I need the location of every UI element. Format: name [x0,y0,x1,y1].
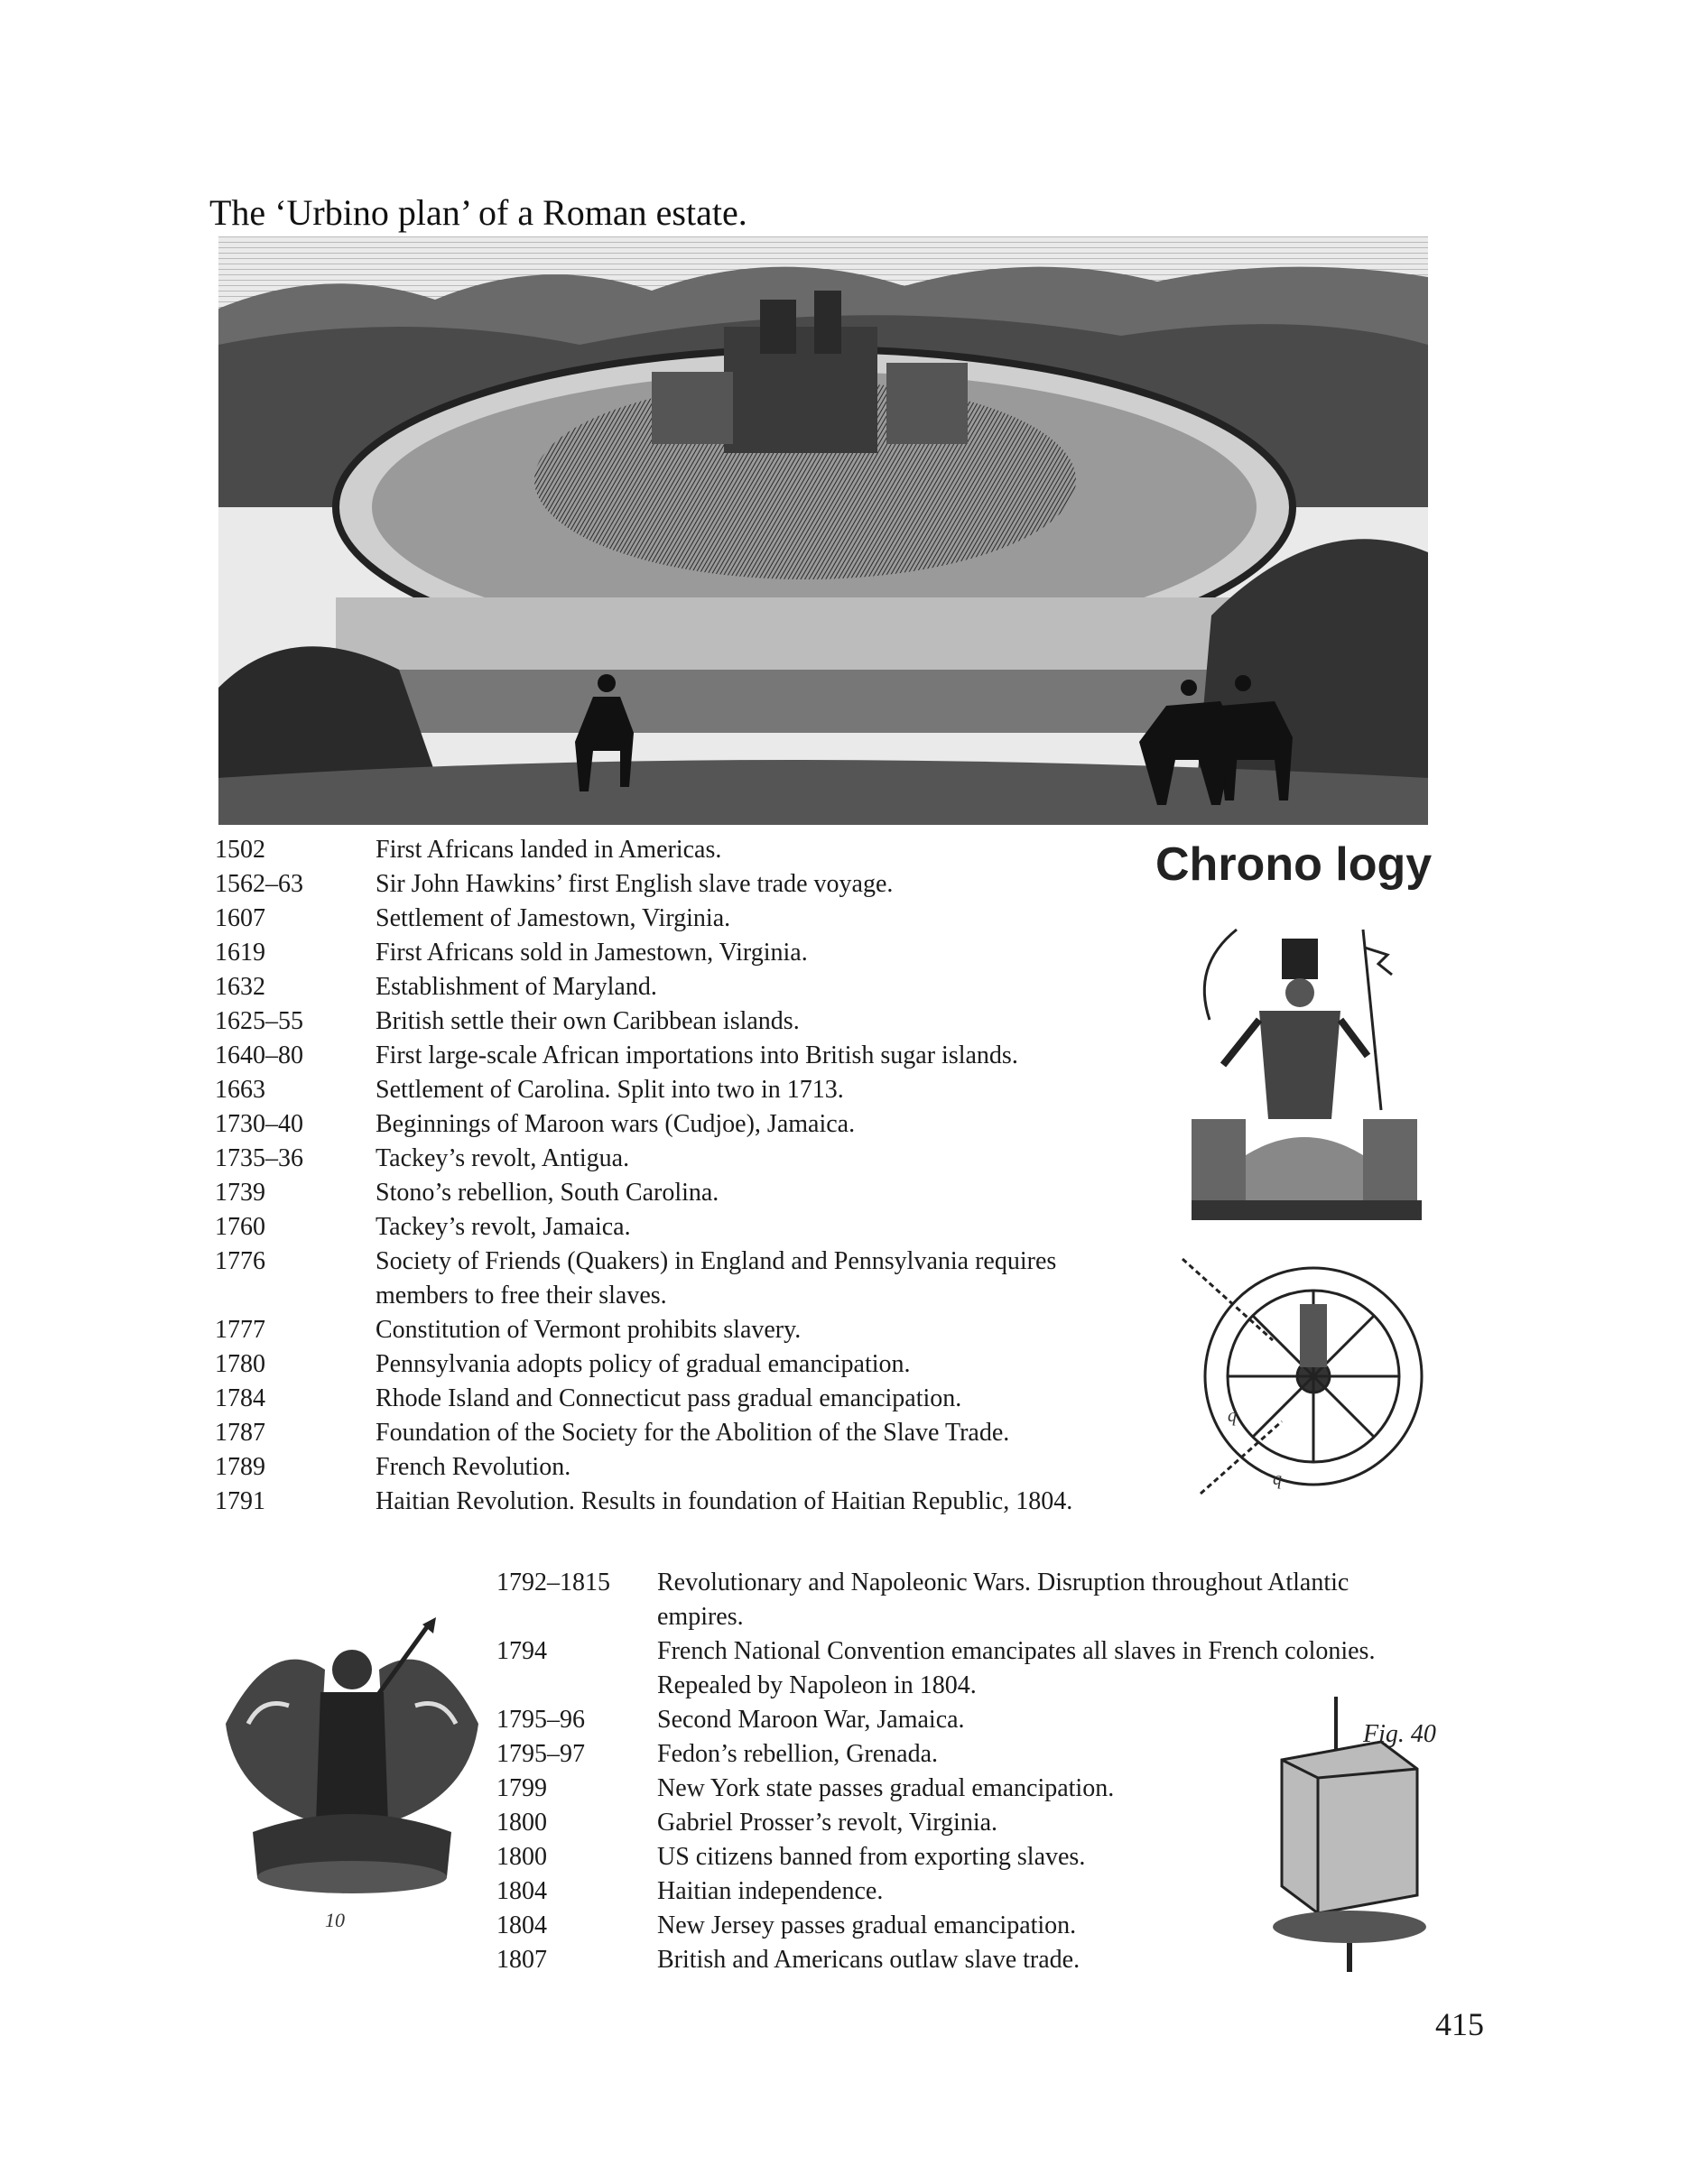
entry-event: Constitution of Vermont prohibits slavery. [376,1316,802,1344]
entry-year: 1777 [215,1316,265,1344]
entry-year: 1663 [215,1076,265,1104]
entry-event: French Revolution. [376,1453,571,1481]
entry-event: New Jersey passes gradual emancipation. [657,1911,1077,1939]
entry-event: US citizens banned from exporting slaves. [657,1843,1086,1871]
crest-number-label: 10 [325,1909,345,1931]
chronology-list-part-1 [215,833,1172,1519]
entry-year: 1784 [215,1384,265,1412]
entry-event: Rhode Island and Connecticut pass gradual emancipation. [376,1384,962,1412]
entry-event: Haitian Revolution. Results in foundation of Haitian Republic, 1804. [376,1487,1073,1515]
entry-event: Haitian independence. [657,1877,884,1905]
chronology-entry [215,833,1172,867]
entry-year: 1807 [496,1946,547,1974]
entry-year: 1800 [496,1843,547,1871]
chronology-entry [215,1107,1172,1142]
entry-year: 1794 [496,1637,547,1665]
entry-year: 1632 [215,973,265,1001]
entry-event: First Africans sold in Jamestown, Virginia. [376,939,808,967]
entry-event: New York state passes gradual emancipation. [657,1774,1115,1802]
chronology-entry [215,936,1172,970]
entry-year: 1787 [215,1419,265,1447]
entry-event: Settlement of Carolina. Split into two in 1713. [376,1076,844,1104]
entry-year: 1800 [496,1809,547,1837]
chronology-entry [215,1245,1172,1313]
fig-40-label: Fig. 40 [1363,1720,1436,1748]
chronology-entry [215,1142,1172,1176]
chronology-heading: Chrono logy [1155,838,1433,891]
entry-year: 1730–40 [215,1110,303,1138]
entry-event: Establishment of Maryland. [376,973,657,1001]
chronology-entry [215,970,1172,1004]
chronology-entry [215,1450,1172,1485]
entry-year: 1625–55 [215,1007,303,1035]
entry-event: Revolutionary and Napoleonic Wars. Disruption throughout Atlantic empires. [657,1569,1349,1631]
entry-event: French National Convention emancipates all slaves in French colonies. Repealed by Napoleon in 1804. [657,1637,1376,1699]
chronology-entry [215,902,1172,936]
entry-year: 1804 [496,1877,547,1905]
chronology-entry [215,1176,1172,1210]
entry-event: Society of Friends (Quakers) in England and Pennsylvania requires members to free their slaves. [376,1247,1057,1309]
entry-event: Sir John Hawkins’ first English slave trade voyage. [376,870,894,898]
chronology-entry [215,1347,1172,1382]
entry-event: First large-scale African importations into British sugar islands. [376,1041,1018,1069]
chronology-entry [215,1485,1172,1519]
entry-year: 1795–97 [496,1740,585,1768]
cube-apparatus-illustration [1246,1688,1462,1976]
entry-year: 1562–63 [215,870,303,898]
wheel-mark-label: q [1228,1406,1237,1426]
entry-year: 1640–80 [215,1041,303,1069]
entry-event: Beginnings of Maroon wars (Cudjoe), Jamaica. [376,1110,856,1138]
chronology-entry [215,1073,1172,1107]
entry-event: Foundation of the Society for the Abolition of the Slave Trade. [376,1419,1010,1447]
entry-year: 1780 [215,1350,265,1378]
entry-event: First Africans landed in Americas. [376,836,722,864]
entry-event: Second Maroon War, Jamaica. [657,1706,965,1734]
entry-year: 1791 [215,1487,265,1515]
chronology-entry [215,1004,1172,1039]
entry-year: 1739 [215,1179,265,1207]
entry-year: 1789 [215,1453,265,1481]
entry-event: British settle their own Caribbean islands. [376,1007,800,1035]
entry-event: Pennsylvania adopts policy of gradual emancipation. [376,1350,911,1378]
entry-year: 1619 [215,939,265,967]
page-number: 415 [1435,2006,1484,2042]
chronology-entry [215,1416,1172,1450]
wheel-diagram-illustration [1164,1241,1462,1512]
chronology-entry [215,1210,1172,1245]
entry-year: 1735–36 [215,1144,303,1172]
entry-year: 1792–1815 [496,1569,610,1596]
entry-year: 1799 [496,1774,547,1802]
chronology-entry [215,1382,1172,1416]
entry-year: 1795–96 [496,1706,585,1734]
entry-year: 1607 [215,904,265,932]
figure-caption: The ‘Urbino plan’ of a Roman estate. [209,192,747,233]
chronology-entry [215,867,1172,902]
knight-crest-illustration [217,1615,487,1940]
entry-event: Tackey’s revolt, Antigua. [376,1144,630,1172]
chronology-entry [215,1313,1172,1347]
chronology-entry [215,1039,1172,1073]
entry-event: Tackey’s revolt, Jamaica. [376,1213,631,1241]
entry-event: Settlement of Jamestown, Virginia. [376,904,731,932]
soldier-on-bridge-illustration [1173,912,1444,1236]
entry-year: 1776 [215,1247,265,1275]
entry-year: 1502 [215,836,265,864]
chronology-entry [496,1566,1453,1634]
entry-event: Fedon’s rebellion, Grenada. [657,1740,939,1768]
entry-year: 1804 [496,1911,547,1939]
entry-event: Gabriel Prosser’s revolt, Virginia. [657,1809,998,1837]
entry-year: 1760 [215,1213,265,1241]
wheel-mark-label: q [1273,1469,1282,1489]
urbino-estate-engraving [218,236,1428,825]
entry-event: British and Americans outlaw slave trade. [657,1946,1081,1974]
entry-event: Stono’s rebellion, South Carolina. [376,1179,719,1207]
